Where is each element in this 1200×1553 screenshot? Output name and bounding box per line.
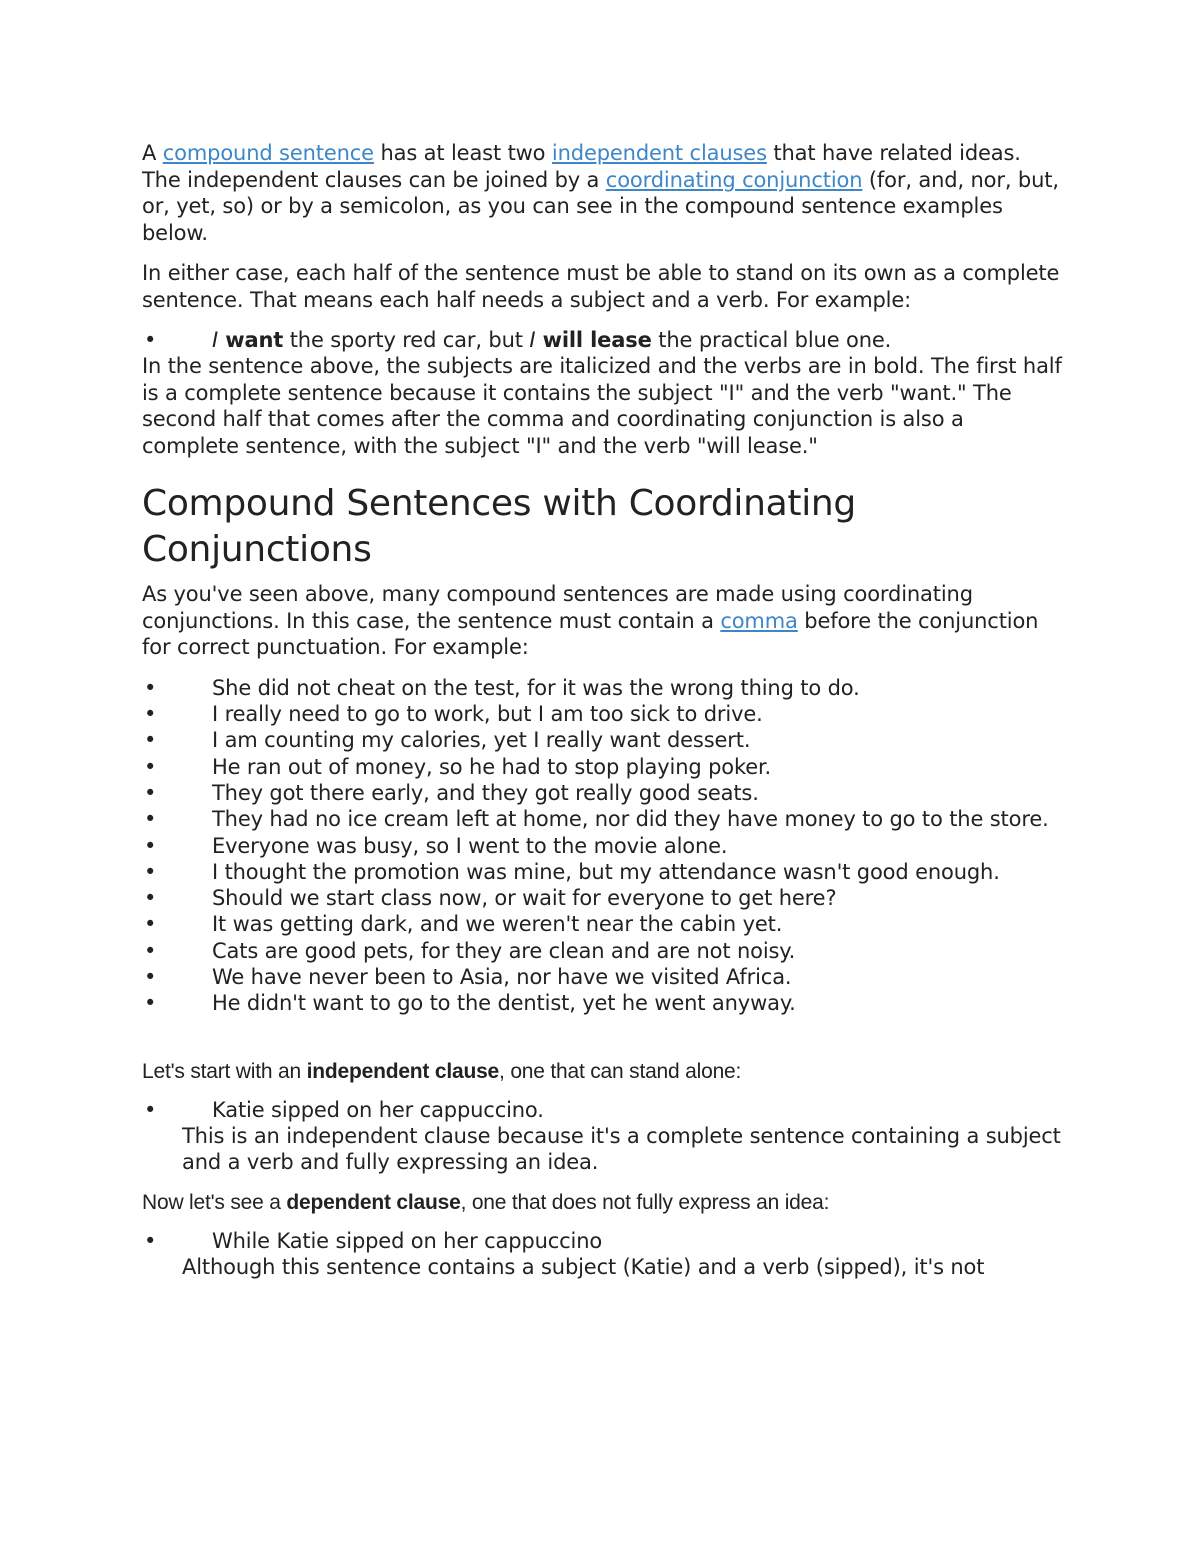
bullet-icon: •: [144, 702, 157, 727]
bullet-icon: •: [144, 807, 157, 832]
bullet-icon: •: [144, 675, 157, 700]
list-item: [142, 833, 1062, 859]
verb-text: will lease: [535, 328, 652, 352]
clause-text: Now let's see a: [142, 1190, 287, 1214]
list-item: [142, 727, 1062, 753]
subject-text: I: [529, 328, 536, 352]
bullet-icon: •: [144, 886, 157, 911]
bullet-icon: •: [144, 859, 157, 884]
example-sentence: She did not cheat on the test, for it was the wrong thing to do.: [212, 675, 860, 700]
clause-text: Let's start with an: [142, 1059, 307, 1083]
link-compound-sentence[interactable]: compound sentence: [162, 141, 374, 165]
either-case-paragraph: In either case, each half of the sentence must be able to stand on its own as a complete sentence. That means each half needs a subject and a verb. For example:: [142, 261, 1060, 312]
link-coordinating-conjunction[interactable]: coordinating conjunction: [605, 167, 863, 192]
example-sentence: It was getting dark, and we weren't near the cabin yet.: [212, 912, 783, 937]
example-sentence: Everyone was busy, so I went to the movie alone.: [212, 833, 728, 858]
bullet-icon: •: [144, 991, 157, 1016]
section-text: As you've seen above, many compound sentences are made using coordinating conjunctions. In this case, the sentence must contain a: [142, 582, 973, 633]
list-item: [142, 327, 1062, 353]
independent-example: Katie sipped on her cappuccino.: [212, 1097, 544, 1122]
bullet-icon: •: [144, 833, 157, 858]
example-sentence: They got there early, and they got really good seats.: [212, 780, 759, 805]
bullet-icon: •: [144, 965, 157, 990]
explanation-paragraph: In the sentence above, the subjects are italicized and the verbs are in bold. The first half is a complete sentence because it contains the subject "I" and the verb "want." The second half that comes after the comma and coordinating conjunction is also a complete sentence, with the subject "I" and the verb "will lease.": [142, 354, 1062, 458]
example-sentence: He ran out of money, so he had to stop playing poker.: [212, 754, 772, 779]
list-item: [142, 885, 1062, 911]
list-item: [142, 754, 1062, 780]
intro-text: has at least two: [373, 141, 552, 165]
dependent-example: While Katie sipped on her cappuccino: [212, 1228, 603, 1253]
independent-clause-term: independent clause: [306, 1059, 500, 1083]
bullet-icon: •: [144, 1228, 157, 1253]
intro-text: that have related ideas. The independent clauses can be joined by a: [142, 141, 1021, 192]
list-item: [142, 701, 1062, 727]
bullet-icon: •: [144, 912, 157, 937]
intro-text: A: [142, 141, 163, 165]
section-text: before the conjunction for correct punctuation. For example:: [142, 608, 1039, 660]
link-independent-clauses[interactable]: independent clauses: [551, 141, 767, 165]
list-item: [142, 911, 1062, 937]
list-item: [142, 1097, 1062, 1123]
clause-text: , one that does not fully express an idea:: [460, 1190, 830, 1214]
example-sentence: He didn't want to go to the dentist, yet he went anyway.: [212, 991, 796, 1016]
bullet-icon: •: [144, 328, 157, 352]
list-item: [142, 964, 1062, 990]
dependent-clause-term: dependent clause: [286, 1190, 461, 1214]
verb-text: want: [218, 328, 284, 352]
example-sentence: I am counting my calories, yet I really want dessert.: [212, 728, 751, 753]
link-comma[interactable]: comma: [720, 608, 798, 633]
list-item: [142, 806, 1062, 832]
list-item: [142, 780, 1062, 806]
list-item: [142, 938, 1062, 964]
bullet-icon: •: [144, 938, 157, 963]
examples-list: [142, 675, 1062, 1017]
bullet-icon: •: [144, 1097, 157, 1122]
document-page: [142, 140, 1062, 1294]
bullet-icon: •: [144, 780, 157, 805]
intro-text: (for, and, nor, but, or, yet, so) or by a semicolon, as you can see in the compound sentence examples below.: [142, 167, 1059, 245]
example-sentence: I really need to go to work, but I am too sick to drive.: [212, 702, 763, 727]
example-text: the sporty red car, but: [283, 328, 530, 352]
example-list: [142, 327, 1062, 353]
list-item: [142, 1228, 1062, 1254]
independent-note: This is an independent clause because it's a complete sentence containing a subject and a verb and fully expressing an idea.: [182, 1123, 1061, 1175]
list-item: [142, 990, 1062, 1016]
section-heading: Compound Sentences with Coordinating Conjunctions: [142, 483, 856, 571]
example-sentence: Cats are good pets, for they are clean and are not noisy.: [212, 938, 796, 963]
spacer: [142, 1017, 1062, 1059]
bullet-icon: •: [144, 754, 157, 779]
intro-paragraph: [142, 140, 1062, 246]
bullet-icon: •: [144, 728, 157, 753]
section-paragraph: [142, 581, 1062, 661]
example-sentence: Should we start class now, or wait for everyone to get here?: [212, 886, 837, 911]
example-sentence: I thought the promotion was mine, but my attendance wasn't good enough.: [212, 859, 1000, 884]
independent-example-list: [142, 1097, 1062, 1123]
example-sentence: We have never been to Asia, nor have we visited Africa.: [212, 965, 792, 990]
clause-text: , one that can stand alone:: [499, 1059, 742, 1083]
dependent-note: Although this sentence contains a subject (Katie) and a verb (sipped), it's not: [182, 1254, 985, 1279]
dependent-example-list: [142, 1228, 1062, 1254]
dependent-clause-intro: [142, 1190, 1062, 1216]
example-sentence: They had no ice cream left at home, nor did they have money to go to the store.: [212, 807, 1049, 832]
list-item: [142, 859, 1062, 885]
independent-clause-intro: [142, 1059, 1062, 1085]
list-item: [142, 675, 1062, 701]
example-text: the practical blue one.: [651, 328, 892, 352]
subject-text: I: [212, 328, 219, 352]
